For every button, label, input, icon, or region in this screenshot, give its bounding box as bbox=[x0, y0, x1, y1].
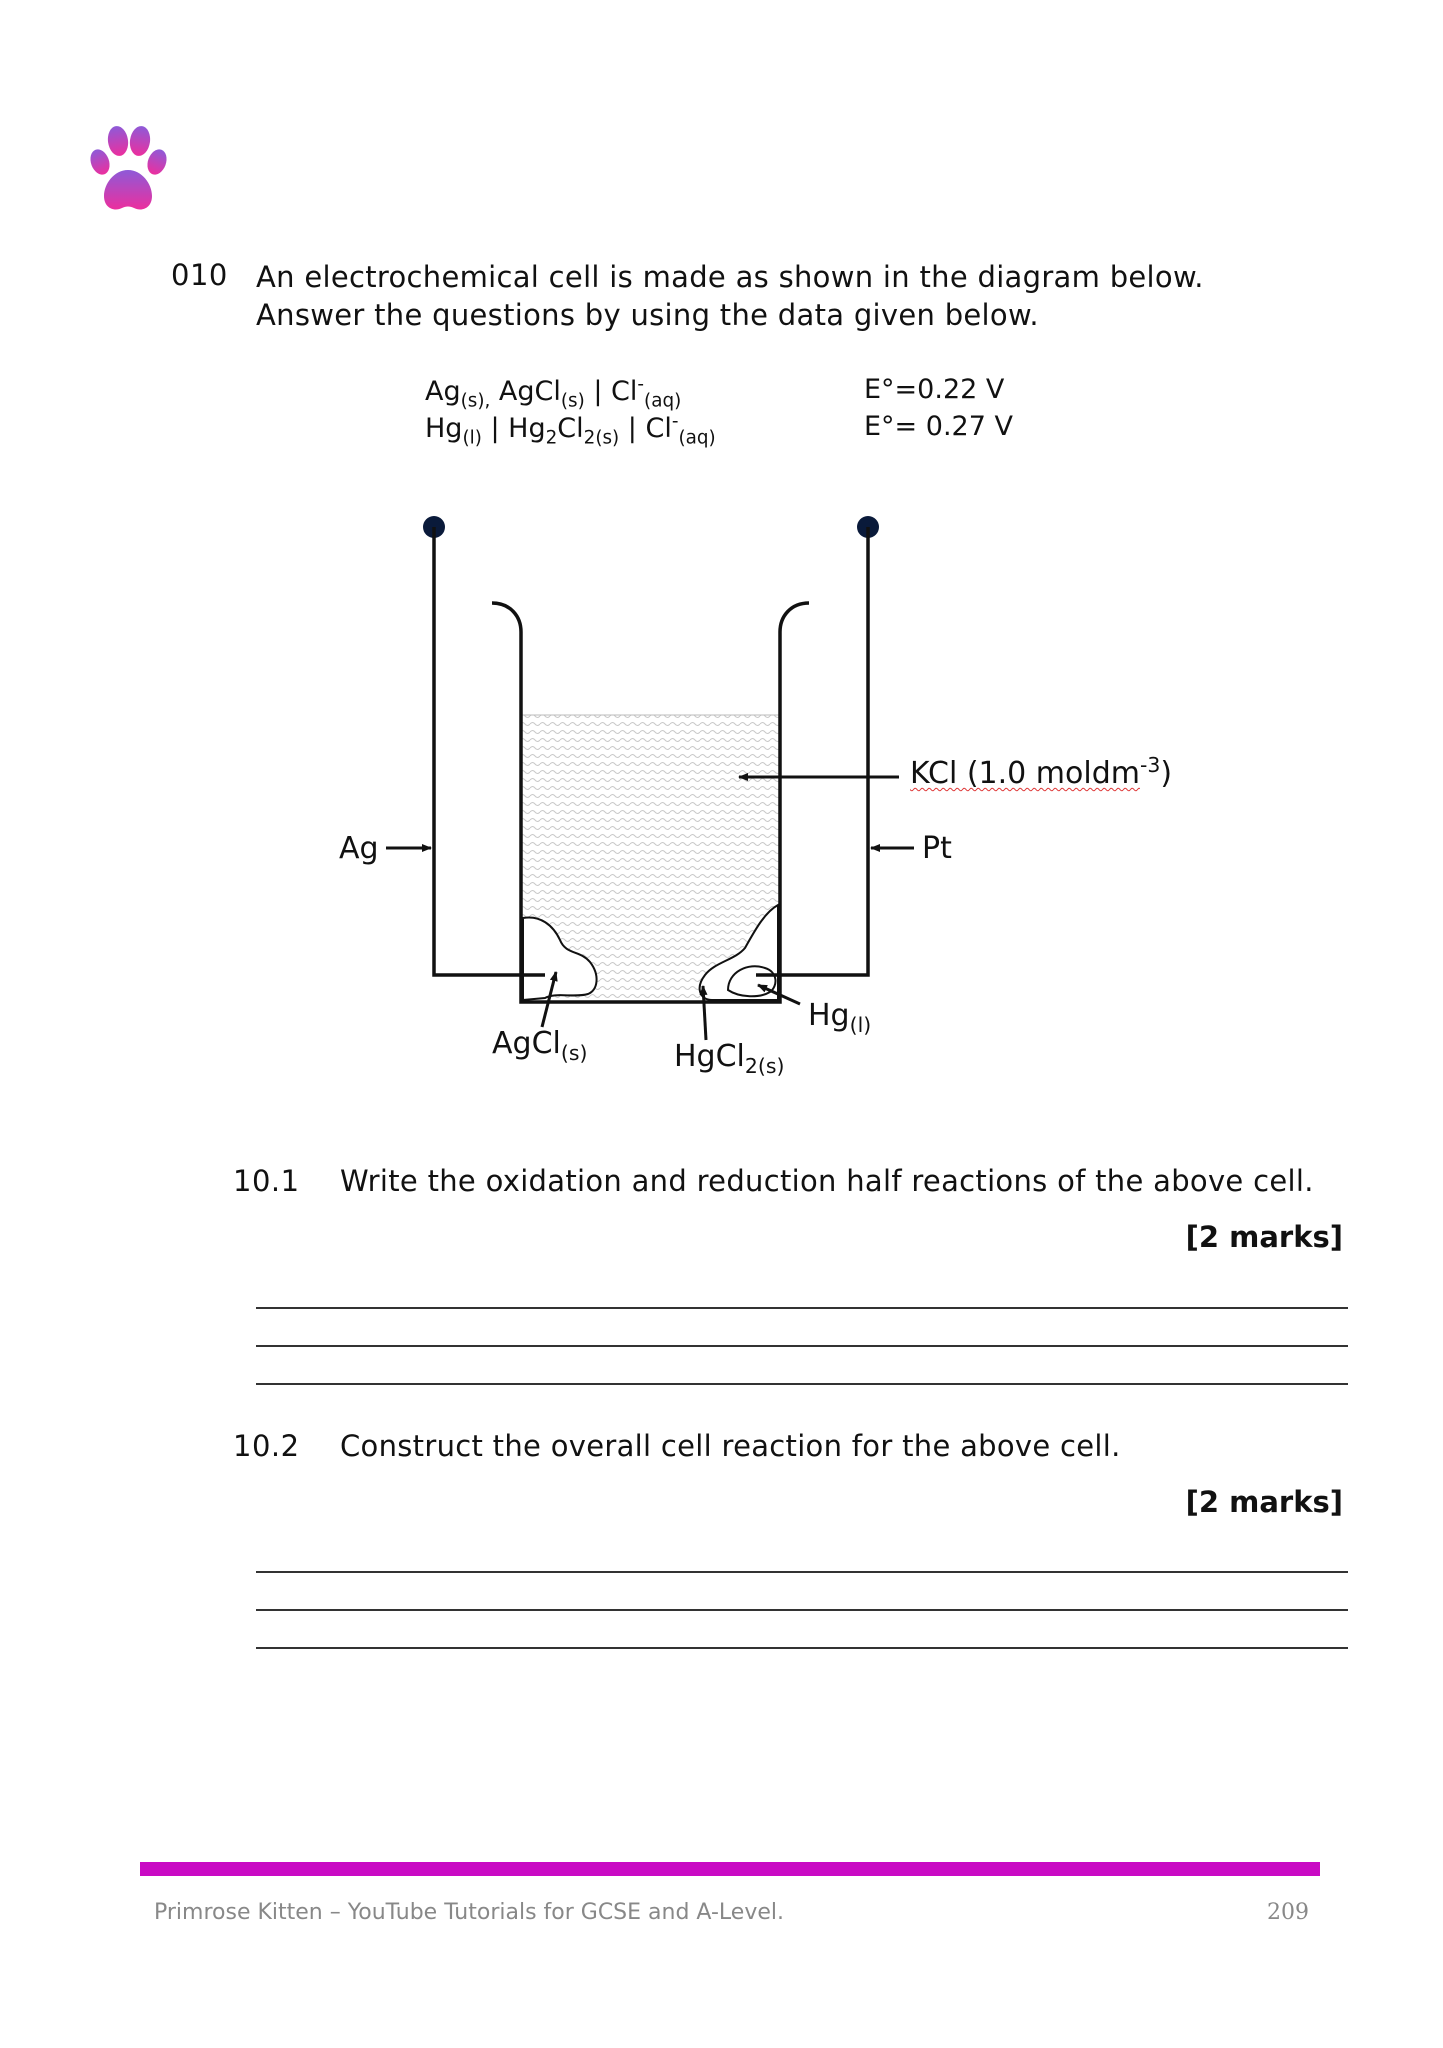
subquestion-1-marks: [2 marks] bbox=[1185, 1220, 1343, 1254]
hg-label: $Hg_{(l)}$ bbox=[808, 998, 872, 1037]
subquestion-2-marks: [2 marks] bbox=[1185, 1485, 1343, 1519]
hgcl2-label: HgCl$_{2(s)}$ bbox=[674, 1039, 785, 1078]
question-line-1: An electrochemical cell is made as shown in the diagram below. bbox=[256, 260, 1204, 294]
answer-line[interactable] bbox=[256, 1383, 1348, 1385]
subquestion-1-number: 10.1 bbox=[233, 1164, 300, 1198]
question-number: 010 bbox=[171, 258, 228, 292]
answer-line[interactable] bbox=[256, 1609, 1348, 1611]
equation-2-potential: E°= 0.27 V bbox=[864, 411, 1013, 442]
agcl-label: AgCl$_{(s)}$ bbox=[492, 1026, 588, 1065]
question-line-2: Answer the questions by using the data given below. bbox=[256, 298, 1039, 332]
subquestion-2-text: Construct the overall cell reaction for the above cell. bbox=[340, 1429, 1121, 1463]
equation-2: $Hg_{(l)}$ | $Hg_2Cl_{2(s)}$ | $Cl^-_{(aq)}$ bbox=[425, 411, 716, 449]
page-number: 209 bbox=[1267, 1900, 1309, 1925]
footer-text: Primrose Kitten – YouTube Tutorials for GCSE and A-Level. bbox=[154, 1900, 784, 1925]
pt-label: Pt bbox=[922, 831, 952, 866]
subquestion-1-text: Write the oxidation and reduction half reactions of the above cell. bbox=[340, 1164, 1314, 1198]
equation-1-potential: E°=0.22 V bbox=[864, 374, 1005, 405]
footer-bar bbox=[140, 1862, 1320, 1876]
subquestion-2-number: 10.2 bbox=[233, 1429, 300, 1463]
answer-line[interactable] bbox=[256, 1307, 1348, 1309]
ag-label: Ag bbox=[339, 831, 379, 866]
answer-line[interactable] bbox=[256, 1345, 1348, 1347]
answer-line[interactable] bbox=[256, 1571, 1348, 1573]
answer-line[interactable] bbox=[256, 1647, 1348, 1649]
equation-1: $Ag_{(s),}$ AgCl$_{(s)}$ | $Cl^-_{(aq)}$ bbox=[425, 374, 682, 412]
kcl-label: KCl (1.0 moldm$^{-3}$) bbox=[910, 753, 1173, 791]
